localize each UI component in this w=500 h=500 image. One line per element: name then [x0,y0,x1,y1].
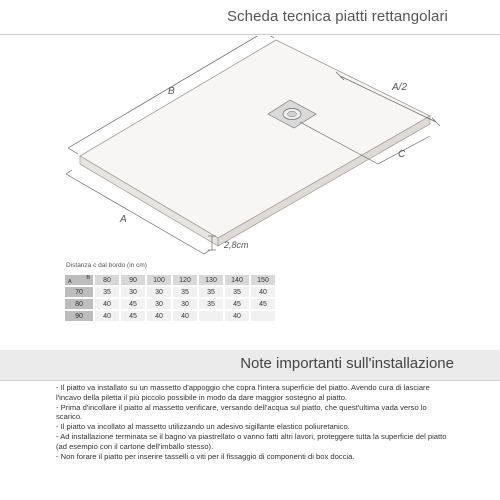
column-header: 120 [173,275,197,285]
dimension-c-label: C [398,149,406,160]
column-header: 100 [147,275,171,285]
thickness-label: 2,8cm [224,240,249,250]
table-cell: 45 [121,299,145,309]
dimension-a-label: A [120,214,127,225]
column-header: 140 [225,275,249,285]
table-cell: 35 [95,287,119,297]
header-divider [0,34,500,35]
column-header: 130 [199,275,223,285]
table-cell [199,311,223,321]
table-cell: 35 [199,287,223,297]
table-cell: 45 [251,299,275,309]
column-header: 80 [95,275,119,285]
note-item: - Il piatto va installato su un massetto d'appoggio che copra l'intera superficie del piatto. Avendo cura di lasciare l'incavo della piletta il più piccolo possibile in modo da dare maggior sostegno al piatto. [56,383,430,402]
table-corner [65,275,93,285]
table-cell: 35 [173,287,197,297]
note-item: - Il piatto va incollato al massetto utilizzando un adesivo sigillante elastico poliuretanico. [56,422,350,432]
dimension-b-label: B [168,86,175,97]
shower-tray-drawing [0,36,500,261]
table-cell: 35 [199,299,223,309]
installation-notes [56,383,448,461]
table-cell: 35 [225,287,249,297]
document-title: Scheda tecnica piatti rettangolari [226,8,448,25]
table-row [65,299,275,309]
table-cell: 40 [95,299,119,309]
row-header: 80 [65,299,93,309]
table-cell: 30 [173,299,197,309]
table-cell: 30 [121,287,145,297]
table-cell: 40 [147,311,171,321]
notes-title: Note importanti sull'installazione [240,355,454,372]
row-header: 70 [65,287,93,297]
column-header: 90 [121,275,145,285]
table-caption: Distanza c dal bordo (in cm) [66,262,147,269]
table-cell: 30 [147,287,171,297]
column-header: 150 [251,275,275,285]
table-cell: 40 [173,311,197,321]
table-row [65,287,275,297]
table-cell [251,311,275,321]
note-item: - Prima d'incollare il piatto al massetto verificare, versando dell'acqua sul piatto, che quest'ultima vada verso lo scarico. [56,402,427,422]
distance-table [63,273,277,323]
table-cell: 40 [251,287,275,297]
table-cell: 40 [95,311,119,321]
tray-top-face [80,40,430,238]
row-header: 90 [65,311,93,321]
notes-divider [0,380,500,381]
corner-label-a: A [68,279,72,285]
corner-label-b: B [86,275,90,281]
dimension-a2-label: A/2 [392,82,408,93]
table-cell: 45 [225,299,249,309]
table-row [65,311,275,321]
note-item: - Ad installazione terminata se il bagno va piastrellato o vanno fatti altri lavori, proteggere tutta la superficie del piatto (ad esempio con il cartone dell'imballo stesso). [56,431,447,451]
note-item: - Non forare il piatto per inserire tasselli o viti per il fissaggio di componenti di box doccia. [56,451,355,461]
table-cell: 40 [225,311,249,321]
table-header-row [65,275,275,285]
table-cell: 45 [121,311,145,321]
table-cell: 30 [147,299,171,309]
